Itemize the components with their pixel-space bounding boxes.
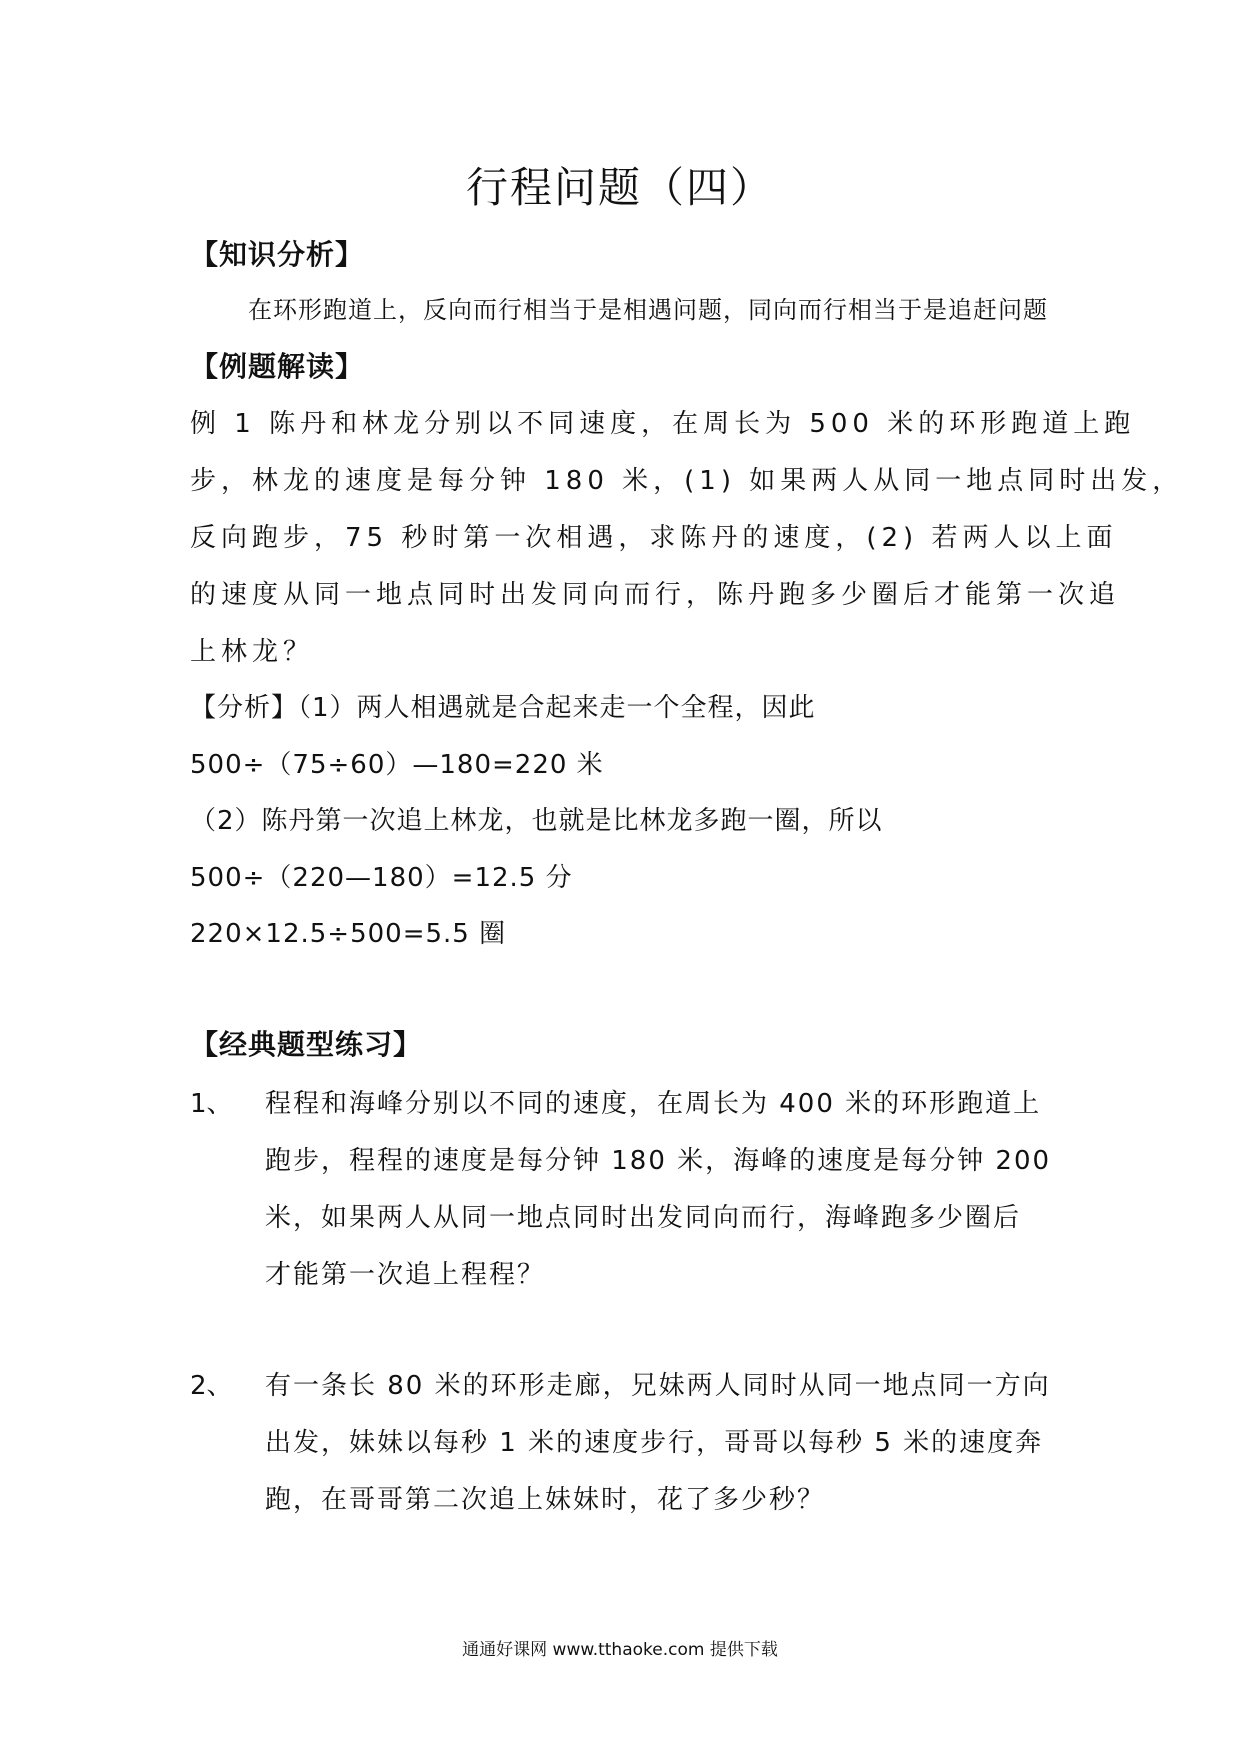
knowledge-text: 在环形跑道上，反向而行相当于是相遇问题，同向而行相当于是追赶问题 <box>248 296 1048 324</box>
example-line: 步，林龙的速度是每分钟 180 米，(1) 如果两人从同一地点同时出发， <box>190 466 1184 496</box>
practice-heading: 【经典题型练习】 <box>190 1028 423 1061</box>
question-line: 跑步，程程的速度是每分钟 180 米，海峰的速度是每分钟 200 <box>265 1146 1052 1176</box>
example-line: 上林龙？ <box>190 637 315 667</box>
analysis-formula: 220×12.5÷500=5.5 圈 <box>190 919 507 949</box>
question-line: 程程和海峰分别以不同的速度，在周长为 400 米的环形跑道上 <box>265 1089 1042 1119</box>
question-line: 米，如果两人从同一地点同时出发同向而行，海峰跑多少圈后 <box>265 1203 1022 1233</box>
question-line: 才能第一次追上程程？ <box>265 1260 546 1290</box>
analysis-formula: 500÷（220—180）=12.5 分 <box>190 863 573 893</box>
analysis-formula: 500÷（75÷60）—180=220 米 <box>190 750 604 780</box>
page-footer: 通通好课网 www.tthaoke.com 提供下载 <box>462 1640 778 1660</box>
page-title: 行程问题（四） <box>465 163 774 212</box>
analysis-line: （2）陈丹第一次追上林龙，也就是比林龙多跑一圈，所以 <box>190 806 883 836</box>
example-line: 例 1 陈丹和林龙分别以不同速度，在周长为 500 米的环形跑道上跑 <box>190 409 1136 439</box>
example-line: 的速度从同一地点同时出发同向而行，陈丹跑多少圈后才能第一次追 <box>190 580 1121 610</box>
analysis-line: 【分析】（1）两人相遇就是合起来走一个全程，因此 <box>190 693 816 723</box>
question-number: 2、 <box>190 1371 233 1401</box>
question-line: 跑，在哥哥第二次追上妹妹时，花了多少秒？ <box>265 1485 826 1515</box>
knowledge-heading: 【知识分析】 <box>190 238 365 271</box>
question-line: 出发，妹妹以每秒 1 米的速度步行，哥哥以每秒 5 米的速度奔 <box>265 1428 1044 1458</box>
example-heading: 【例题解读】 <box>190 350 365 383</box>
question-number: 1、 <box>190 1089 233 1119</box>
question-line: 有一条长 80 米的环形走廊，兄妹两人同时从同一地点同一方向 <box>265 1371 1051 1401</box>
example-line: 反向跑步，75 秒时第一次相遇，求陈丹的速度，(2) 若两人以上面 <box>190 523 1118 553</box>
